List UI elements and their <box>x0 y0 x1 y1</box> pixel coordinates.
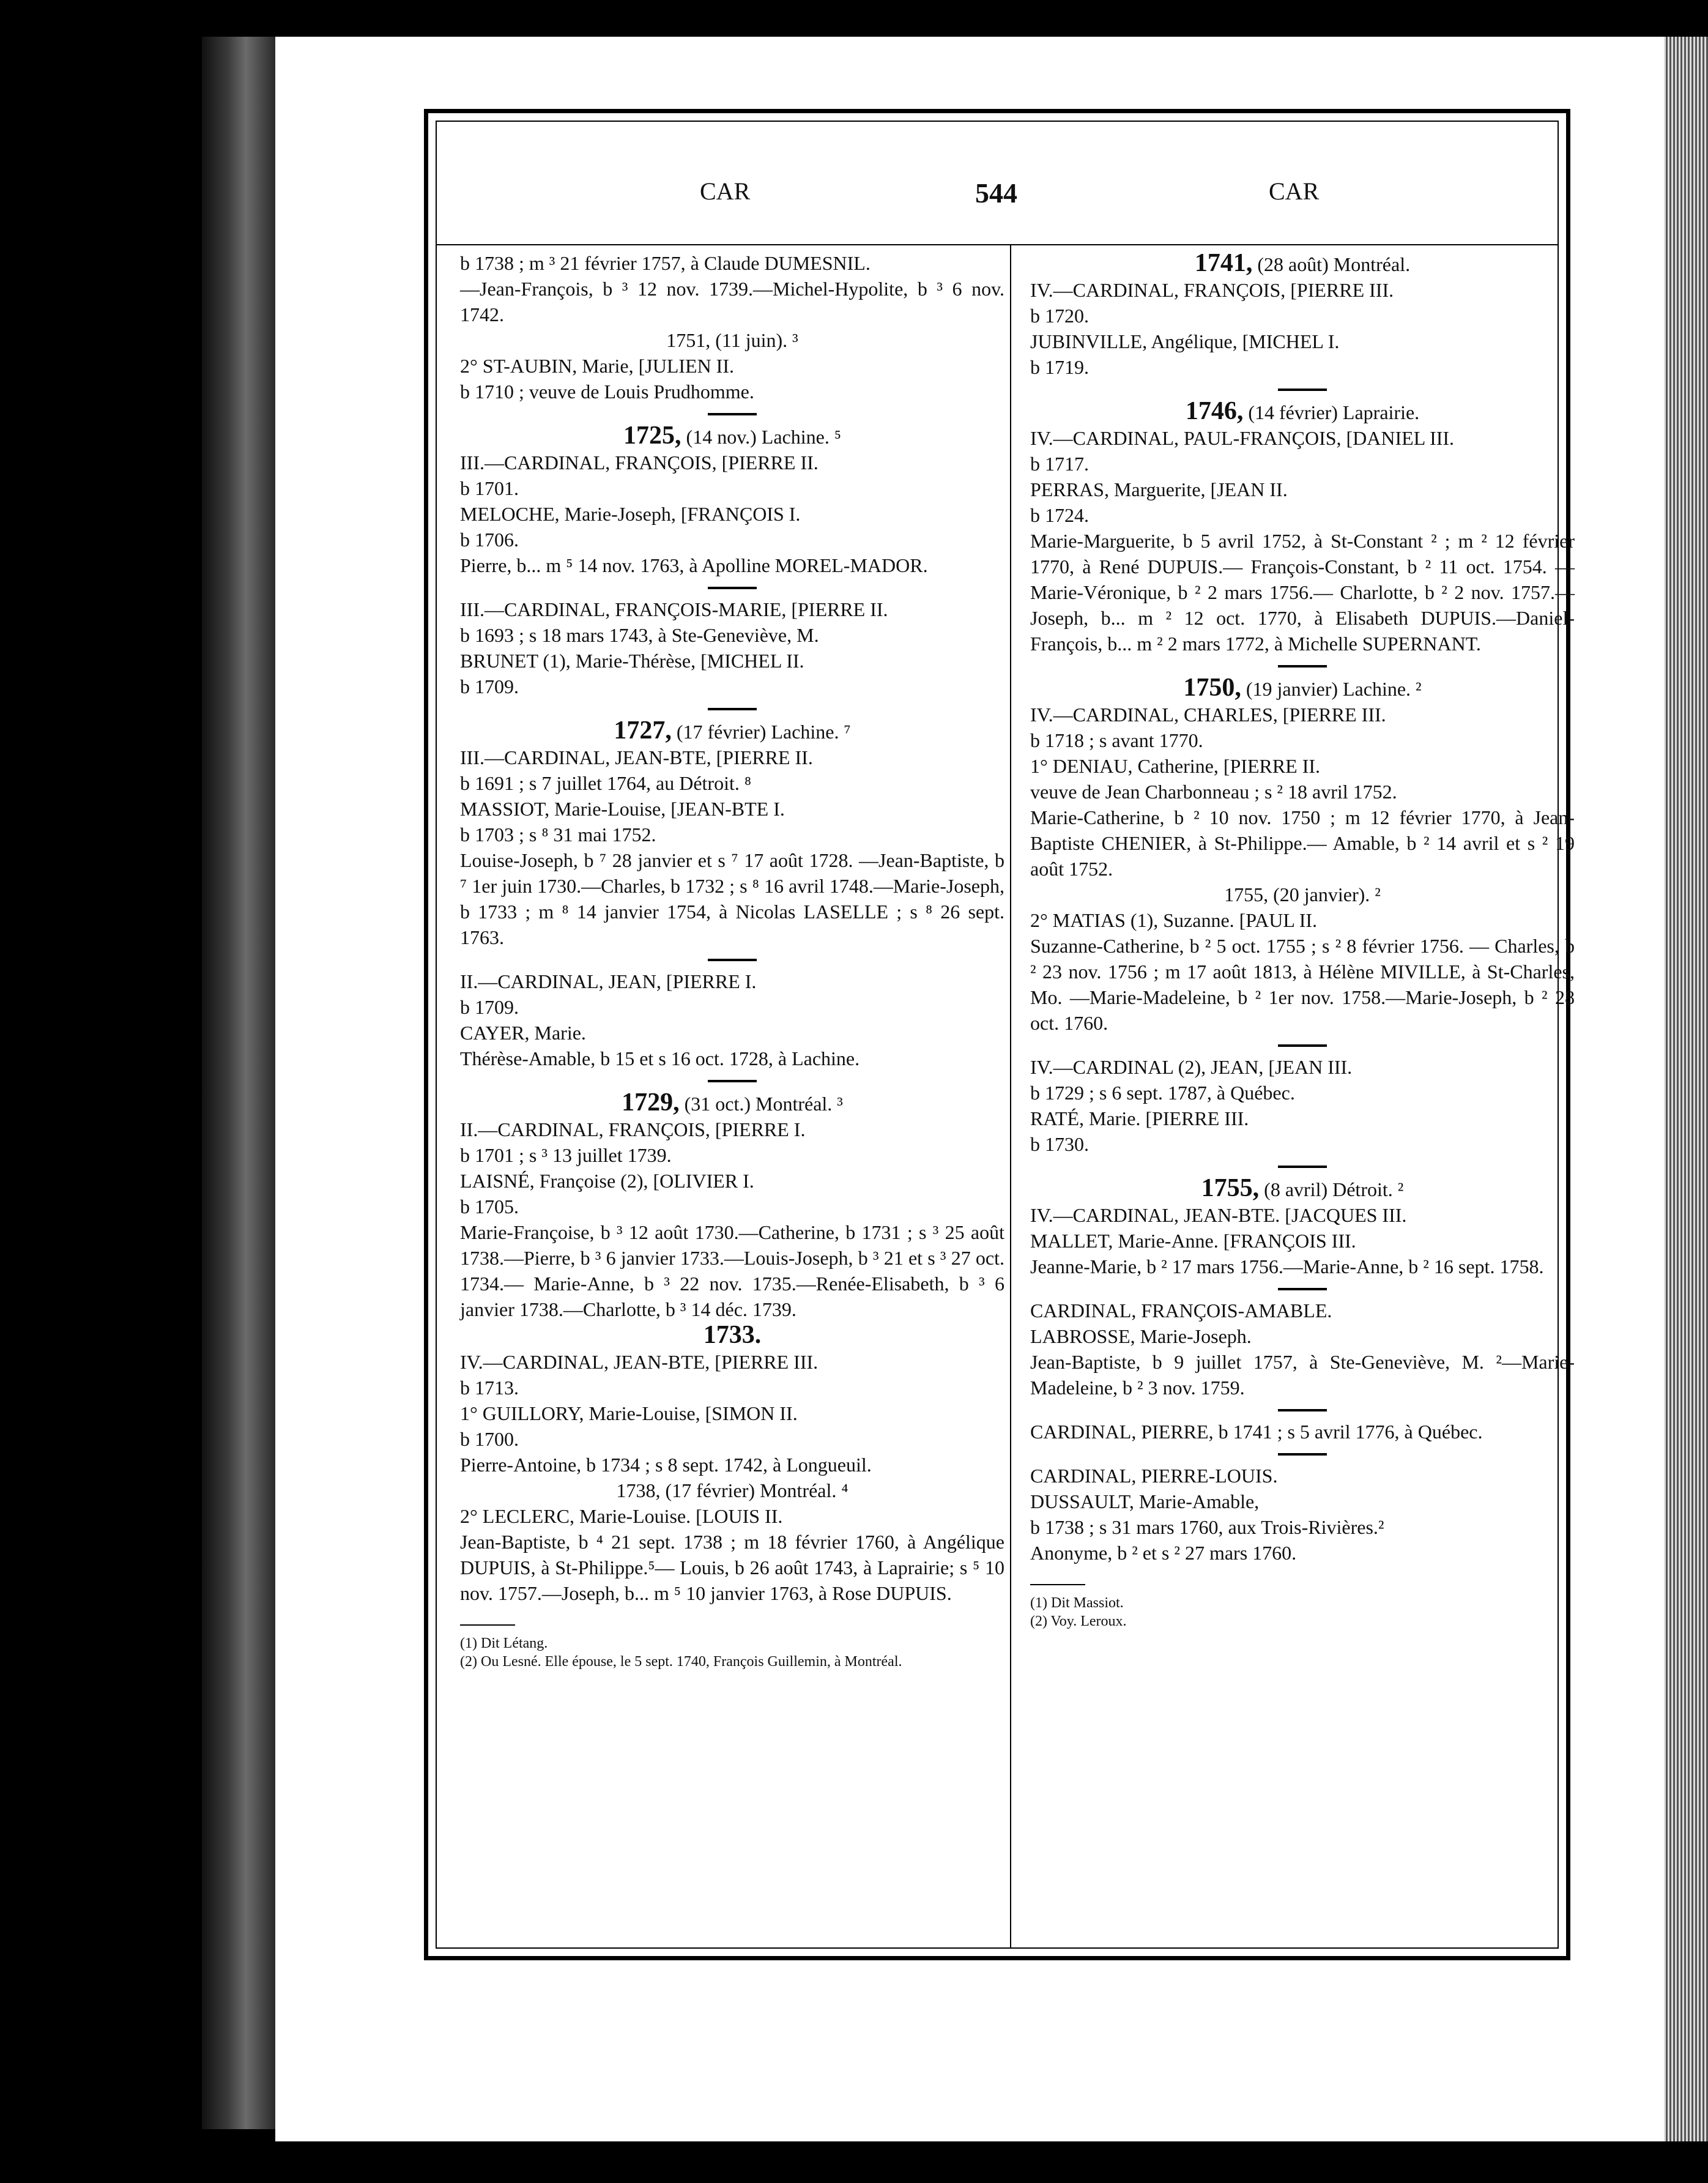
genealogy-line: b 1738 ; s 31 mars 1760, aux Trois-Rivières.² <box>1030 1516 1384 1538</box>
genealogy-line: III.—CARDINAL, FRANÇOIS, [PIERRE II. <box>460 452 819 474</box>
entry-separator <box>708 1080 757 1082</box>
genealogy-line: CAYER, Marie. <box>460 1022 586 1044</box>
entry-separator <box>708 413 757 415</box>
genealogy-line: IV.—CARDINAL, PAUL-FRANÇOIS, [DANIEL III. <box>1030 427 1455 449</box>
marriage-place: (14 nov.) Lachine. ⁵ <box>681 426 841 448</box>
genealogy-line: b 1693 ; s 18 mars 1743, à Ste-Geneviève, M. <box>460 624 819 646</box>
genealogy-line: b 1705. <box>460 1196 519 1218</box>
genealogy-line: 2° ST-AUBIN, Marie, [JULIEN II. <box>460 355 734 377</box>
genealogy-line: b 1706. <box>460 529 519 551</box>
genealogy-line: Jean-Baptiste, b 9 juillet 1757, à Ste-Geneviève, M. ²—Marie-Madeleine, b ² 3 nov. 1759. <box>1030 1351 1575 1399</box>
genealogy-line: Pierre, b... m ⁵ 14 nov. 1763, à Apolline MOREL-MADOR. <box>460 554 928 576</box>
marriage-year: 1733. <box>703 1321 762 1349</box>
marriage-date-heading <box>460 1322 1004 1349</box>
genealogy-line: 2° MATIAS (1), Suzanne. [PAUL II. <box>1030 909 1318 931</box>
genealogy-line: Thérèse-Amable, b 15 et s 16 oct. 1728, à Lachine. <box>460 1047 860 1069</box>
entry-separator <box>708 708 757 710</box>
genealogy-line: CARDINAL, PIERRE-LOUIS. <box>1030 1465 1278 1487</box>
header-right: CAR <box>1269 177 1320 205</box>
marriage-date-heading <box>1030 250 1575 277</box>
genealogy-line: RATÉ, Marie. [PIERRE III. <box>1030 1107 1249 1129</box>
page-frame <box>424 109 1575 1960</box>
genealogy-line: veuve de Jean Charbonneau ; s ² 18 avril 1752. <box>1030 781 1397 803</box>
genealogy-line: CARDINAL, FRANÇOIS-AMABLE. <box>1030 1300 1332 1322</box>
genealogy-line: II.—CARDINAL, JEAN, [PIERRE I. <box>460 970 757 992</box>
genealogy-line: 2° LECLERC, Marie-Louise. [LOUIS II. <box>460 1505 783 1527</box>
footnote: (2) Ou Lesné. Elle épouse, le 5 sept. 1740, François Guillemin, à Montréal. <box>460 1654 902 1670</box>
page-frame-inner <box>436 121 1575 1949</box>
genealogy-line: b 1691 ; s 7 juillet 1764, au Détroit. ⁸ <box>460 772 751 794</box>
footnote: (1) Dit Massiot. <box>1030 1595 1124 1611</box>
marriage-date-heading <box>1030 675 1575 702</box>
header-rule <box>437 244 1558 245</box>
genealogy-line: b 1720. <box>1030 305 1089 327</box>
marriage-year: 1750, <box>1183 674 1241 702</box>
marriage-year: 1729, <box>622 1088 680 1117</box>
marriage-year: 1755, <box>1201 1174 1260 1202</box>
entry-separator <box>1278 1453 1327 1456</box>
marriage-date-heading <box>460 718 1004 745</box>
marriage-date-heading <box>1030 398 1575 425</box>
footnote-rule <box>460 1624 515 1626</box>
marriage-date-heading <box>460 423 1004 450</box>
footnote: (1) Dit Létang. <box>460 1635 548 1651</box>
genealogy-line: 1° GUILLORY, Marie-Louise, [SIMON II. <box>460 1402 798 1424</box>
footnote-rule <box>1030 1584 1085 1585</box>
right-column <box>1030 250 1575 1631</box>
genealogy-line: DUSSAULT, Marie-Amable, <box>1030 1490 1260 1512</box>
column-divider <box>1010 244 1011 1947</box>
entry-separator <box>1278 1044 1327 1047</box>
marriage-date-heading <box>460 327 1004 353</box>
genealogy-line: Suzanne-Catherine, b ² 5 oct. 1755 ; s ² 8 février 1756. — Charles, b ² 23 nov. 1756 ; m 17 août 1813, à Hélène MIVILLE, à St-Charles, Mo. —Marie-Madeleine, b ² 1er nov. 1758.—Marie-Joseph, b ² 28 oct. 1760. <box>1030 935 1575 1034</box>
entry-separator <box>1278 665 1327 668</box>
marriage-date-heading <box>1030 882 1575 907</box>
genealogy-line: LABROSSE, Marie-Joseph. <box>1030 1325 1252 1347</box>
genealogy-line: Pierre-Antoine, b 1734 ; s 8 sept. 1742, à Longueuil. <box>460 1454 872 1476</box>
genealogy-line: b 1724. <box>1030 504 1089 526</box>
running-header <box>437 177 1558 220</box>
footnote: (2) Voy. Leroux. <box>1030 1613 1127 1629</box>
genealogy-line: MALLET, Marie-Anne. [FRANÇOIS III. <box>1030 1230 1356 1252</box>
genealogy-line: Jeanne-Marie, b ² 17 mars 1756.—Marie-Anne, b ² 16 sept. 1758. <box>1030 1255 1544 1277</box>
genealogy-line: b 1701. <box>460 477 519 499</box>
genealogy-line: b 1718 ; s avant 1770. <box>1030 729 1203 751</box>
entry-separator <box>1278 1166 1327 1168</box>
genealogy-line: b 1719. <box>1030 356 1089 378</box>
marriage-place: (19 janvier) Lachine. ² <box>1241 678 1422 700</box>
genealogy-line: Anonyme, b ² et s ² 27 mars 1760. <box>1030 1542 1297 1564</box>
left-column <box>460 250 1004 1671</box>
genealogy-line: BRUNET (1), Marie-Thérèse, [MICHEL II. <box>460 650 804 672</box>
genealogy-line: b 1730. <box>1030 1133 1089 1155</box>
genealogy-line: b 1717. <box>1030 453 1089 475</box>
genealogy-line: IV.—CARDINAL (2), JEAN, [JEAN III. <box>1030 1056 1353 1078</box>
genealogy-line: b 1701 ; s ³ 13 juillet 1739. <box>460 1144 672 1166</box>
book-page <box>275 37 1664 2141</box>
marriage-year: 1727, <box>614 716 672 745</box>
genealogy-line: Marie-Françoise, b ³ 12 août 1730.—Catherine, b 1731 ; s ³ 25 août 1738.—Pierre, b ³ 6 janvier 1733.—Louis-Joseph, b ³ 21 et s ³ 27 oct. 1734.— Marie-Anne, b ³ 22 nov. 1735.—Renée-Elisabeth, b ³ 6 janvier 1738.—Charlotte, b ³ 14 déc. 1739. <box>460 1221 1004 1320</box>
entry-separator <box>708 959 757 961</box>
genealogy-line: b 1709. <box>460 996 519 1018</box>
page-edge <box>1664 37 1708 2141</box>
genealogy-line: MELOCHE, Marie-Joseph, [FRANÇOIS I. <box>460 503 801 525</box>
genealogy-line: b 1710 ; veuve de Louis Prudhomme. <box>460 381 754 403</box>
genealogy-line: b 1729 ; s 6 sept. 1787, à Québec. <box>1030 1082 1295 1104</box>
genealogy-line: MASSIOT, Marie-Louise, [JEAN-BTE I. <box>460 798 785 820</box>
genealogy-line: Jean-Baptiste, b ⁴ 21 sept. 1738 ; m 18 février 1760, à Angélique DUPUIS, à St-Philippe.⁵— Louis, b 26 août 1743, à Laprairie; s ⁵ 10 nov. 1757.—Joseph, b... m ⁵ 10 janvier 1763, à Rose DUPUIS. <box>460 1531 1004 1604</box>
genealogy-line: IV.—CARDINAL, CHARLES, [PIERRE III. <box>1030 704 1386 726</box>
marriage-place: 1738, (17 février) Montréal. ⁴ <box>616 1479 848 1501</box>
genealogy-line: b 1738 ; m ³ 21 février 1757, à Claude DUMESNIL. <box>460 252 871 274</box>
marriage-place: 1755, (20 janvier). ² <box>1224 883 1381 906</box>
genealogy-line: LAISNÉ, Françoise (2), [OLIVIER I. <box>460 1170 754 1192</box>
marriage-place: 1751, (11 juin). ³ <box>666 329 798 351</box>
marriage-place: (14 février) Laprairie. <box>1243 401 1420 423</box>
genealogy-line: b 1703 ; s ⁸ 31 mai 1752. <box>460 824 656 846</box>
marriage-place: (31 oct.) Montréal. ³ <box>679 1093 843 1115</box>
marriage-date-heading <box>460 1090 1004 1117</box>
marriage-year: 1741, <box>1194 249 1253 277</box>
genealogy-line: Marie-Marguerite, b 5 avril 1752, à St-Constant ² ; m ² 12 février 1770, à René DUPUIS.— François-Constant, b ² 11 oct. 1754. — Marie-Véronique, b ² 2 mars 1756.— Charlotte, b ² 2 nov. 1757.—Joseph, b... m ² 12 oct. 1770, à Elisabeth DUPUIS.—Daniel-François, b... m ² 2 mars 1772, à Michelle SUPERNANT. <box>1030 530 1575 655</box>
genealogy-line: IV.—CARDINAL, JEAN-BTE, [PIERRE III. <box>460 1351 819 1373</box>
genealogy-line: PERRAS, Marguerite, [JEAN II. <box>1030 478 1288 500</box>
header-left: CAR <box>700 177 751 205</box>
genealogy-line: b 1709. <box>460 675 519 697</box>
page-number: 544 <box>975 177 1017 209</box>
genealogy-line: b 1713. <box>460 1377 519 1399</box>
marriage-date-heading <box>460 1478 1004 1503</box>
marriage-place: (17 février) Lachine. ⁷ <box>671 721 851 743</box>
marriage-year: 1746, <box>1185 397 1244 425</box>
genealogy-line: —Jean-François, b ³ 12 nov. 1739.—Michel-Hypolite, b ³ 6 nov. 1742. <box>460 278 1004 325</box>
marriage-place: (8 avril) Détroit. ² <box>1259 1178 1404 1200</box>
entry-separator <box>708 587 757 589</box>
genealogy-line: JUBINVILLE, Angélique, [MICHEL I. <box>1030 330 1340 352</box>
genealogy-line: b 1700. <box>460 1428 519 1450</box>
marriage-place: (28 août) Montréal. <box>1252 253 1411 275</box>
genealogy-line: III.—CARDINAL, FRANÇOIS-MARIE, [PIERRE II. <box>460 598 888 620</box>
genealogy-line: II.—CARDINAL, FRANÇOIS, [PIERRE I. <box>460 1118 806 1140</box>
genealogy-line: Louise-Joseph, b ⁷ 28 janvier et s ⁷ 17 août 1728. —Jean-Baptiste, b ⁷ 1er juin 1730.—Charles, b 1732 ; s ⁸ 16 avril 1748.—Marie-Joseph, b 1733 ; m ⁸ 14 janvier 1754, à Nicolas LASELLE ; s ⁸ 26 sept. 1763. <box>460 849 1004 948</box>
entry-separator <box>1278 1288 1327 1290</box>
genealogy-line: Marie-Catherine, b ² 10 nov. 1750 ; m 12 février 1770, à Jean-Baptiste CHENIER, à St-Philippe.— Amable, b ² 14 avril et s ² 19 août 1752. <box>1030 806 1575 880</box>
marriage-year: 1725, <box>623 422 681 450</box>
genealogy-line: IV.—CARDINAL, JEAN-BTE. [JACQUES III. <box>1030 1204 1407 1226</box>
entry-separator <box>1278 389 1327 391</box>
genealogy-line: III.—CARDINAL, JEAN-BTE, [PIERRE II. <box>460 746 813 768</box>
genealogy-line: IV.—CARDINAL, FRANÇOIS, [PIERRE III. <box>1030 279 1394 301</box>
genealogy-line: 1° DENIAU, Catherine, [PIERRE II. <box>1030 755 1321 777</box>
marriage-date-heading <box>1030 1175 1575 1202</box>
book-binding <box>202 37 275 2129</box>
genealogy-line: CARDINAL, PIERRE, b 1741 ; s 5 avril 1776, à Québec. <box>1030 1421 1483 1443</box>
entry-separator <box>1278 1409 1327 1411</box>
